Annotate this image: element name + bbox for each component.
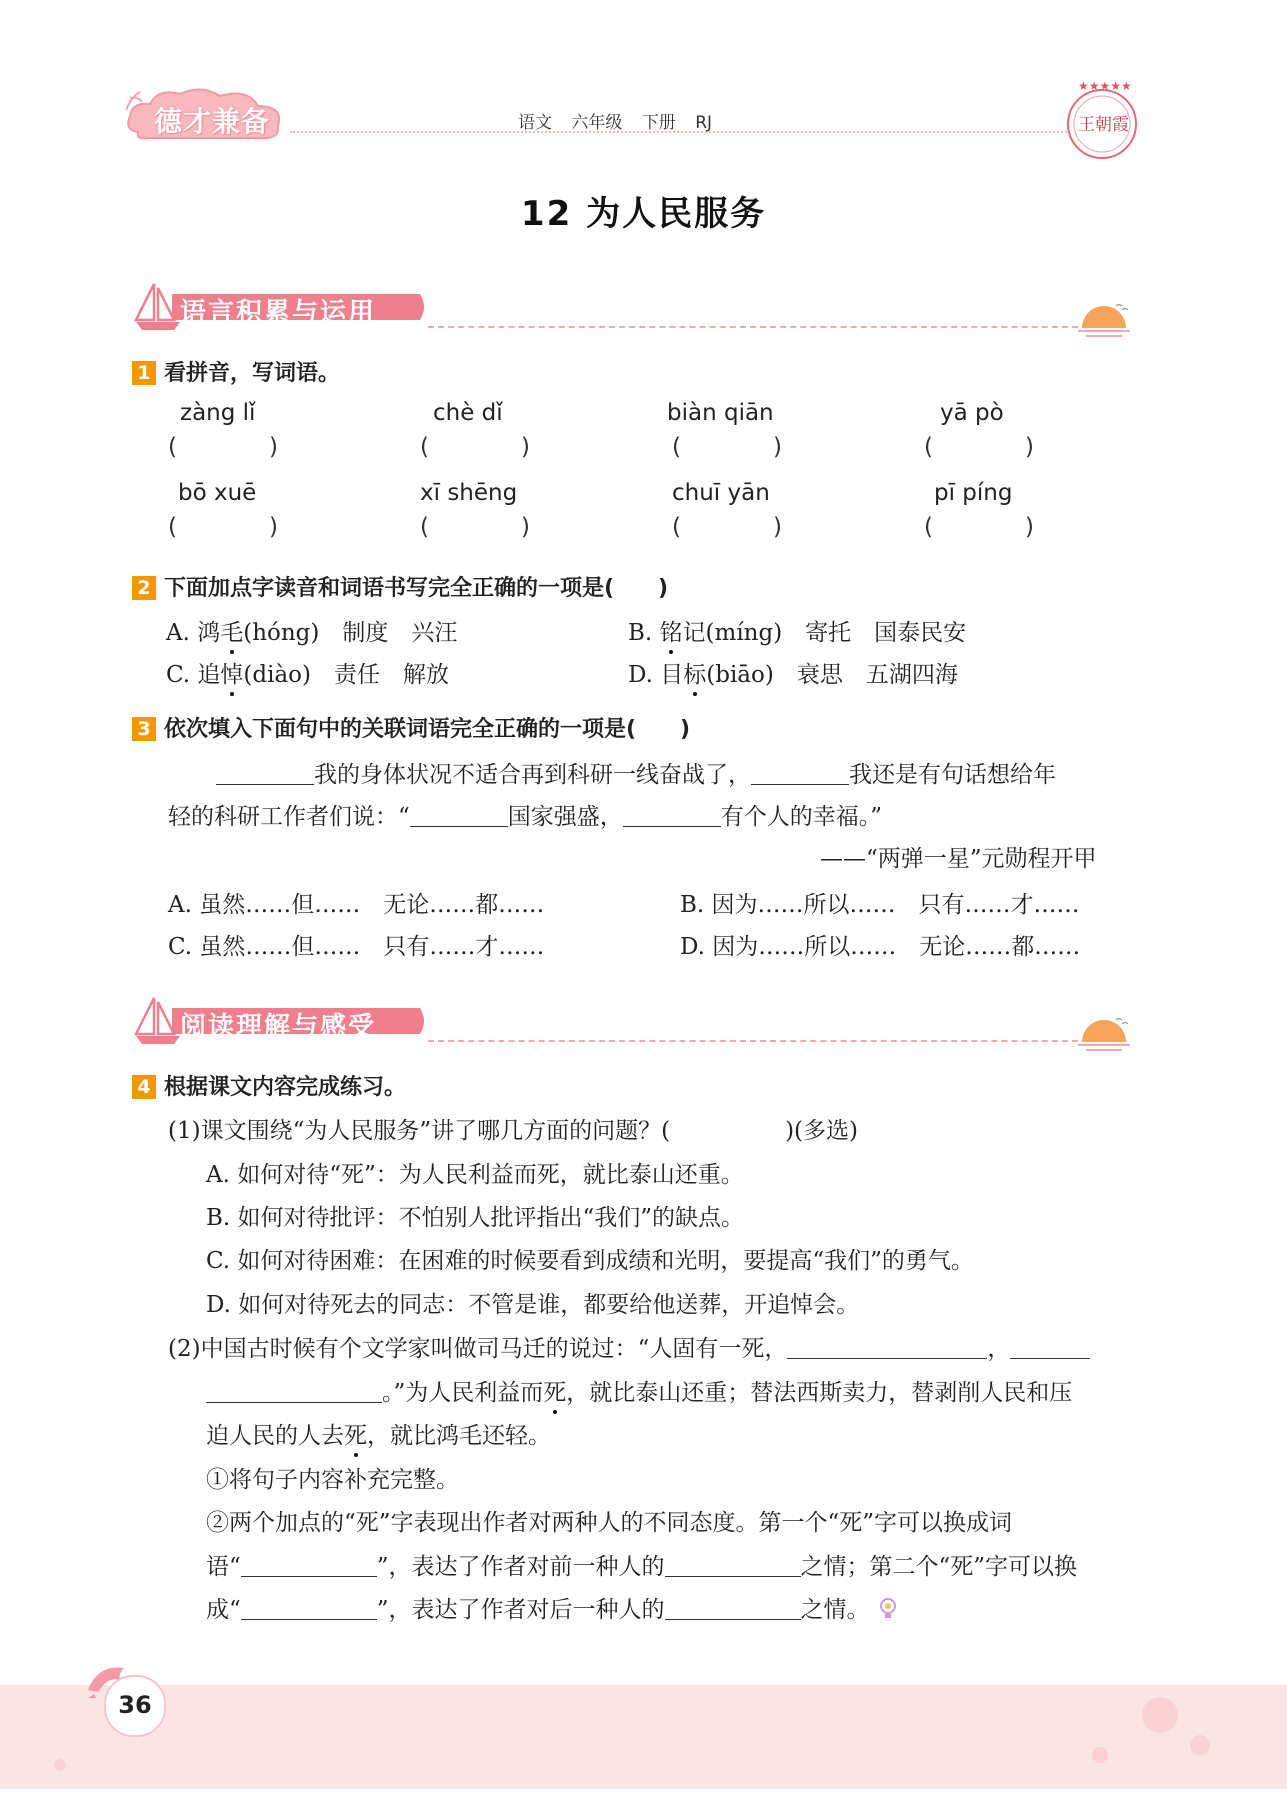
option-label: B.: [628, 620, 653, 646]
q2-option-d[interactable]: [628, 656, 958, 689]
q3-source: ——“两弹一星”元勋程开甲: [820, 846, 1097, 872]
pinyin-7: chuī yān: [672, 480, 770, 506]
q1-heading: [132, 356, 340, 387]
sentence-text: 有个人的幸福。”: [720, 804, 883, 830]
q3-option-c[interactable]: C. 虽然……但…… 只有……才……: [168, 934, 545, 960]
q3-option-a[interactable]: A. 虽然……但…… 无论……都……: [168, 892, 545, 918]
section-banner-1: [128, 282, 428, 332]
q3-title: 依次填入下面句中的关联词语完全正确的一项是( ): [164, 717, 691, 742]
dotted-char: 悼: [220, 662, 244, 688]
q3-option-d[interactable]: D. 因为……所以…… 无论……都……: [680, 934, 1081, 960]
q1-number: 1: [132, 361, 156, 385]
blank-4[interactable]: [623, 804, 721, 827]
subject-info: 语文 六年级 下册 RJ: [518, 113, 713, 133]
blank-2[interactable]: [751, 762, 849, 785]
dotted-char: 死: [543, 1380, 567, 1406]
q4-part1-option-a[interactable]: A. 如何对待“死”：为人民利益而死，就比泰山还重。: [206, 1162, 744, 1188]
sunset-icon: [1076, 298, 1132, 340]
q2-option-a[interactable]: [166, 614, 457, 647]
option-label: C.: [166, 662, 191, 688]
sentence-text: 成“: [206, 1597, 241, 1623]
q4-part1-option-b[interactable]: B. 如何对待批评：不怕别人批评指出“我们”的缺点。: [206, 1205, 745, 1231]
answer-box-3[interactable]: ( ): [672, 434, 782, 460]
sentence-text: 迫人民的人去: [206, 1423, 344, 1449]
blank-5[interactable]: [787, 1336, 987, 1359]
seal-text: 王朝霞: [1078, 115, 1129, 135]
q4-title: 根据课文内容完成练习。: [164, 1075, 407, 1100]
sentence-text: ，就比泰山还重；替法西斯卖力，替剥削人民和压: [566, 1380, 1073, 1406]
pinyin-3: biàn qiān: [667, 400, 774, 426]
sentence-text: 我的身体状况不适合再到科研一线奋战了，: [314, 762, 751, 788]
q4-part1-option-d[interactable]: D. 如何对待死去的同志：不管是谁，都要给他送葬，开追悼会。: [206, 1292, 860, 1318]
q4-part2-sub2-line1: ②两个加点的“死”字表现出作者对两种人的不同态度。第一个“死”字可以换成词: [206, 1510, 1013, 1536]
pinyin-6: xī shēng: [420, 480, 518, 506]
logo-text: 德才兼备: [154, 105, 271, 138]
section-title-1: 语言积累与运用: [180, 298, 377, 328]
answer-box-5[interactable]: ( ): [168, 514, 278, 540]
sentence-text: 轻的科研工作者们说：“: [168, 804, 410, 830]
q4-part1-option-c[interactable]: C. 如何对待困难：在困难的时候要看到成绩和光明，要提高“我们”的勇气。: [206, 1248, 974, 1274]
answer-box-4[interactable]: ( ): [924, 434, 1034, 460]
answer-box-2[interactable]: ( ): [420, 434, 530, 460]
blank-3[interactable]: [410, 804, 508, 827]
section-title-2: 阅读理解与感受: [180, 1012, 377, 1042]
page-number: 36: [118, 1691, 152, 1719]
sentence-text: 国家强盛，: [507, 804, 623, 830]
sentence-text: 之情。: [800, 1597, 870, 1623]
sentence-text: ”，表达了作者对前一种人的: [376, 1554, 665, 1580]
q4-number: 4: [132, 1075, 156, 1099]
option-text: 记(míng) 寄托 国泰民安: [682, 620, 967, 646]
q3-sentence-line1: [216, 756, 1056, 789]
sentence-text: ”，表达了作者对后一种人的: [376, 1597, 665, 1623]
pinyin-8: pī píng: [934, 480, 1013, 506]
option-text: (hóng) 制度 兴汪: [243, 620, 458, 646]
answer-box-7[interactable]: ( ): [672, 514, 782, 540]
q1-title: 看拼音，写词语。: [164, 361, 341, 386]
blank-11[interactable]: [665, 1597, 801, 1620]
q4-part2-line2: [206, 1374, 1072, 1407]
q4-part2-sub2-line2: [206, 1548, 1077, 1581]
author-seal: [1060, 76, 1144, 164]
q4-part2-line1: [168, 1330, 1090, 1363]
dotted-char: 铭: [659, 620, 683, 646]
q2-option-c[interactable]: [166, 656, 449, 689]
q2-heading: [132, 571, 668, 602]
q4-part2-line3: [206, 1417, 551, 1450]
pinyin-4: yā pò: [940, 400, 1004, 426]
q4-part1-stem: (1)课文围绕“为人民服务”讲了哪几方面的问题？( )(多选): [168, 1118, 858, 1144]
option-text: 目: [660, 662, 684, 688]
dotted-char: 毛: [220, 620, 244, 646]
q2-title: 下面加点字读音和词语书写完全正确的一项是( ): [164, 576, 669, 601]
blank-1[interactable]: [216, 762, 314, 785]
blank-7[interactable]: [206, 1380, 382, 1403]
pinyin-5: bō xuē: [178, 480, 257, 506]
pinyin-1: zàng lǐ: [180, 400, 256, 426]
option-text: (diào) 责任 解放: [243, 662, 449, 688]
q2-option-b[interactable]: [628, 614, 966, 647]
option-text: 鸿: [197, 620, 221, 646]
hint-bulb-icon[interactable]: [877, 1596, 899, 1622]
dotted-char: 标: [683, 662, 707, 688]
sentence-text: 语“: [206, 1554, 241, 1580]
page-title: 12 为人民服务: [520, 194, 767, 234]
option-label: A.: [166, 620, 190, 646]
section-divider-1: [428, 326, 1088, 328]
option-text: 追: [197, 662, 221, 688]
answer-box-8[interactable]: ( ): [924, 514, 1034, 540]
blank-8[interactable]: [241, 1554, 377, 1577]
pinyin-2: chè dǐ: [433, 400, 503, 426]
q3-sentence-line2: [168, 798, 882, 831]
brand-logo: [118, 80, 293, 146]
section-banner-2: [128, 996, 428, 1046]
q4-part2-sub2-line3: [206, 1591, 899, 1624]
sentence-text: ，就比鸿毛还轻。: [367, 1423, 551, 1449]
footer-band: [0, 1685, 1287, 1789]
sentence-text: (2)中国古时候有个文学家叫做司马迁的说过：“人固有一死，: [168, 1336, 788, 1362]
section-divider-2: [428, 1040, 1088, 1042]
answer-box-6[interactable]: ( ): [420, 514, 530, 540]
option-label: D.: [628, 662, 653, 688]
q3-heading: [132, 712, 690, 743]
option-text: (biāo) 衰思 五湖四海: [706, 662, 958, 688]
page-number-badge: [104, 1675, 166, 1737]
q4-heading: [132, 1070, 406, 1101]
sentence-text: 之情；第二个“死”字可以换: [800, 1554, 1078, 1580]
sunset-icon: [1076, 1012, 1132, 1054]
sentence-text: 。”为人民利益而: [382, 1380, 544, 1406]
q3-option-b[interactable]: B. 因为……所以…… 只有……才……: [680, 892, 1080, 918]
blank-9[interactable]: [665, 1554, 801, 1577]
blank-6[interactable]: [1010, 1336, 1090, 1359]
sentence-text: ，: [987, 1336, 1011, 1362]
q3-number: 3: [132, 717, 156, 741]
sentence-text: 我还是有句话想给年: [849, 762, 1056, 788]
dotted-char: 死: [344, 1423, 367, 1449]
svg-text:★★★★★: ★★★★★: [1078, 79, 1132, 93]
q4-part2-sub1: ①将句子内容补充完整。: [206, 1467, 459, 1493]
answer-box-1[interactable]: ( ): [168, 434, 278, 460]
blank-10[interactable]: [241, 1597, 377, 1620]
q2-number: 2: [132, 576, 156, 600]
